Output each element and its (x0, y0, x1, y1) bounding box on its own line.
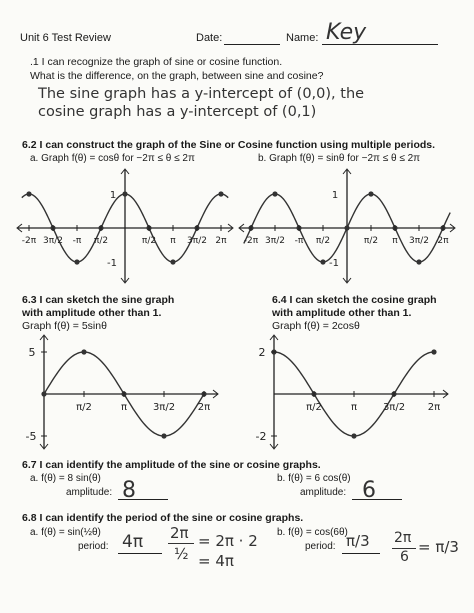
x-tick-label: -2π (21, 236, 37, 246)
x-tick-label: -π (72, 236, 82, 246)
x-tick-label: 2π (427, 402, 441, 413)
y-tick-label: -1 (329, 258, 339, 269)
q64-heading-line2: with amplitude other than 1. (272, 307, 412, 319)
q61-answer-line2: cosine graph has a y-intercept of (0,1) (38, 104, 317, 120)
plot-point (351, 433, 356, 438)
date-line (224, 44, 280, 45)
y-tick-label: 1 (109, 190, 117, 201)
plot-point (122, 191, 127, 196)
q68-part-a-label: period: (78, 541, 109, 552)
q62-part-b: b. Graph f(θ) = sinθ for −2π ≤ θ ≤ 2π (258, 153, 421, 164)
q68-b-work-denominator: 6 (400, 549, 409, 565)
x-tick-label: π/2 (315, 236, 331, 246)
q67-part-b-answer: 6 (362, 478, 376, 503)
y-tick-label: 5 (28, 346, 36, 359)
q67-part-a-label: amplitude: (66, 487, 113, 498)
q61-answer-line1: The sine graph has a y-intercept of (0,0), the (38, 86, 365, 102)
y-tick-label: -1 (107, 258, 117, 269)
q68-a-work-step: = 2π · 2 (198, 532, 258, 550)
q67-part-b-answer-line (352, 499, 402, 500)
q62-part-a: a. Graph f(θ) = cosθ for −2π ≤ θ ≤ 2π (30, 153, 195, 164)
x-tick-label: π/2 (141, 236, 157, 246)
x-tick-label: 2π (215, 236, 227, 246)
q68-heading: 6.8 I can identify the period of the sine or cosine graphs. (22, 512, 304, 524)
q63-graph (14, 332, 224, 452)
plot-point (161, 433, 166, 438)
x-tick-label: 3π/2 (382, 402, 406, 413)
q68-part-b-answer: π/3 (346, 532, 370, 550)
q67-heading: 6.7 I can identify the amplitude of the sine or cosine graphs. (22, 459, 321, 471)
q68-part-b-label: period: (305, 541, 336, 552)
date-label: Date: (196, 32, 223, 44)
q68-b-work-numerator: 2π (394, 530, 412, 546)
x-tick-label: 3π/2 (265, 236, 285, 246)
y-tick-label: -2 (255, 430, 267, 443)
x-tick-label: π (392, 236, 398, 246)
x-tick-label: 3π/2 (152, 402, 176, 413)
q68-part-b-func: b. f(θ) = cos(6θ) (277, 527, 348, 538)
q68-part-a-answer: 4π (122, 532, 144, 552)
q61-heading: .1 I can recognize the graph of sine or cosine function. (30, 56, 283, 68)
plot-point (41, 391, 46, 396)
x-tick-label: π (120, 402, 128, 413)
plot-point (344, 225, 349, 230)
worksheet-title: Unit 6 Test Review (20, 32, 111, 44)
x-tick-label: π/2 (76, 402, 92, 413)
q64-heading-line1: 6.4 I can sketch the cosine graph (272, 294, 437, 306)
name-label: Name: (286, 32, 319, 44)
plot-point (416, 259, 421, 264)
q61-prompt: What is the difference, on the graph, between sine and cosine? (30, 70, 324, 82)
q68-a-work-numerator: 2π (170, 524, 189, 542)
y-tick-label: 1 (331, 190, 339, 201)
plot-point (81, 349, 86, 354)
name-value: Key (326, 20, 367, 45)
q68-a-work-result: = 4π (198, 552, 234, 570)
x-tick-label: π/2 (93, 236, 109, 246)
x-tick-label: 3π/2 (187, 236, 207, 246)
q67-part-b-label: amplitude: (300, 487, 347, 498)
x-tick-label: 2π (197, 402, 211, 413)
plot-point (272, 191, 277, 196)
q68-part-a-answer-line (118, 553, 162, 554)
q63-graph-label: Graph f(θ) = 5sinθ (22, 320, 107, 332)
q68-a-work-fraction-bar (168, 543, 194, 544)
x-tick-label: π (350, 402, 358, 413)
q67-part-a-answer: 8 (122, 478, 136, 503)
q62-graph-b (236, 166, 458, 286)
q68-a-work-denominator: ½ (174, 545, 189, 563)
plot-point (218, 191, 223, 196)
q68-part-b-answer-line (342, 553, 380, 554)
plot-point (320, 259, 325, 264)
q63-heading-line1: 6.3 I can sketch the sine graph (22, 294, 175, 306)
plot-point (170, 259, 175, 264)
q64-graph-label: Graph f(θ) = 2cosθ (272, 320, 360, 332)
x-tick-label: -2π (243, 236, 259, 246)
x-tick-label: 3π/2 (409, 236, 429, 246)
q68-part-a-func: a. f(θ) = sin(½θ) (30, 527, 101, 538)
q62-graph-a (14, 166, 236, 286)
q64-graph (244, 332, 454, 452)
q68-b-work-result: = π/3 (418, 538, 459, 556)
plot-point (74, 259, 79, 264)
x-tick-label: π (170, 236, 176, 246)
y-tick-label: 2 (258, 346, 266, 359)
y-tick-label: -5 (25, 430, 37, 443)
x-tick-label: 3π/2 (43, 236, 63, 246)
q67-part-b-func: b. f(θ) = 6 cos(θ) (277, 473, 351, 484)
q62-heading: 6.2 I can construct the graph of the Sine or Cosine function using multiple periods. (22, 139, 436, 151)
plot-point (431, 349, 436, 354)
plot-point (26, 191, 31, 196)
plot-point (368, 191, 373, 196)
q67-part-a-func: a. f(θ) = 8 sin(θ) (30, 473, 101, 484)
x-tick-label: π/2 (363, 236, 379, 246)
x-tick-label: 2π (437, 236, 449, 246)
x-tick-label: π/2 (306, 402, 322, 413)
x-tick-label: -π (294, 236, 304, 246)
q63-heading-line2: with amplitude other than 1. (22, 307, 162, 319)
